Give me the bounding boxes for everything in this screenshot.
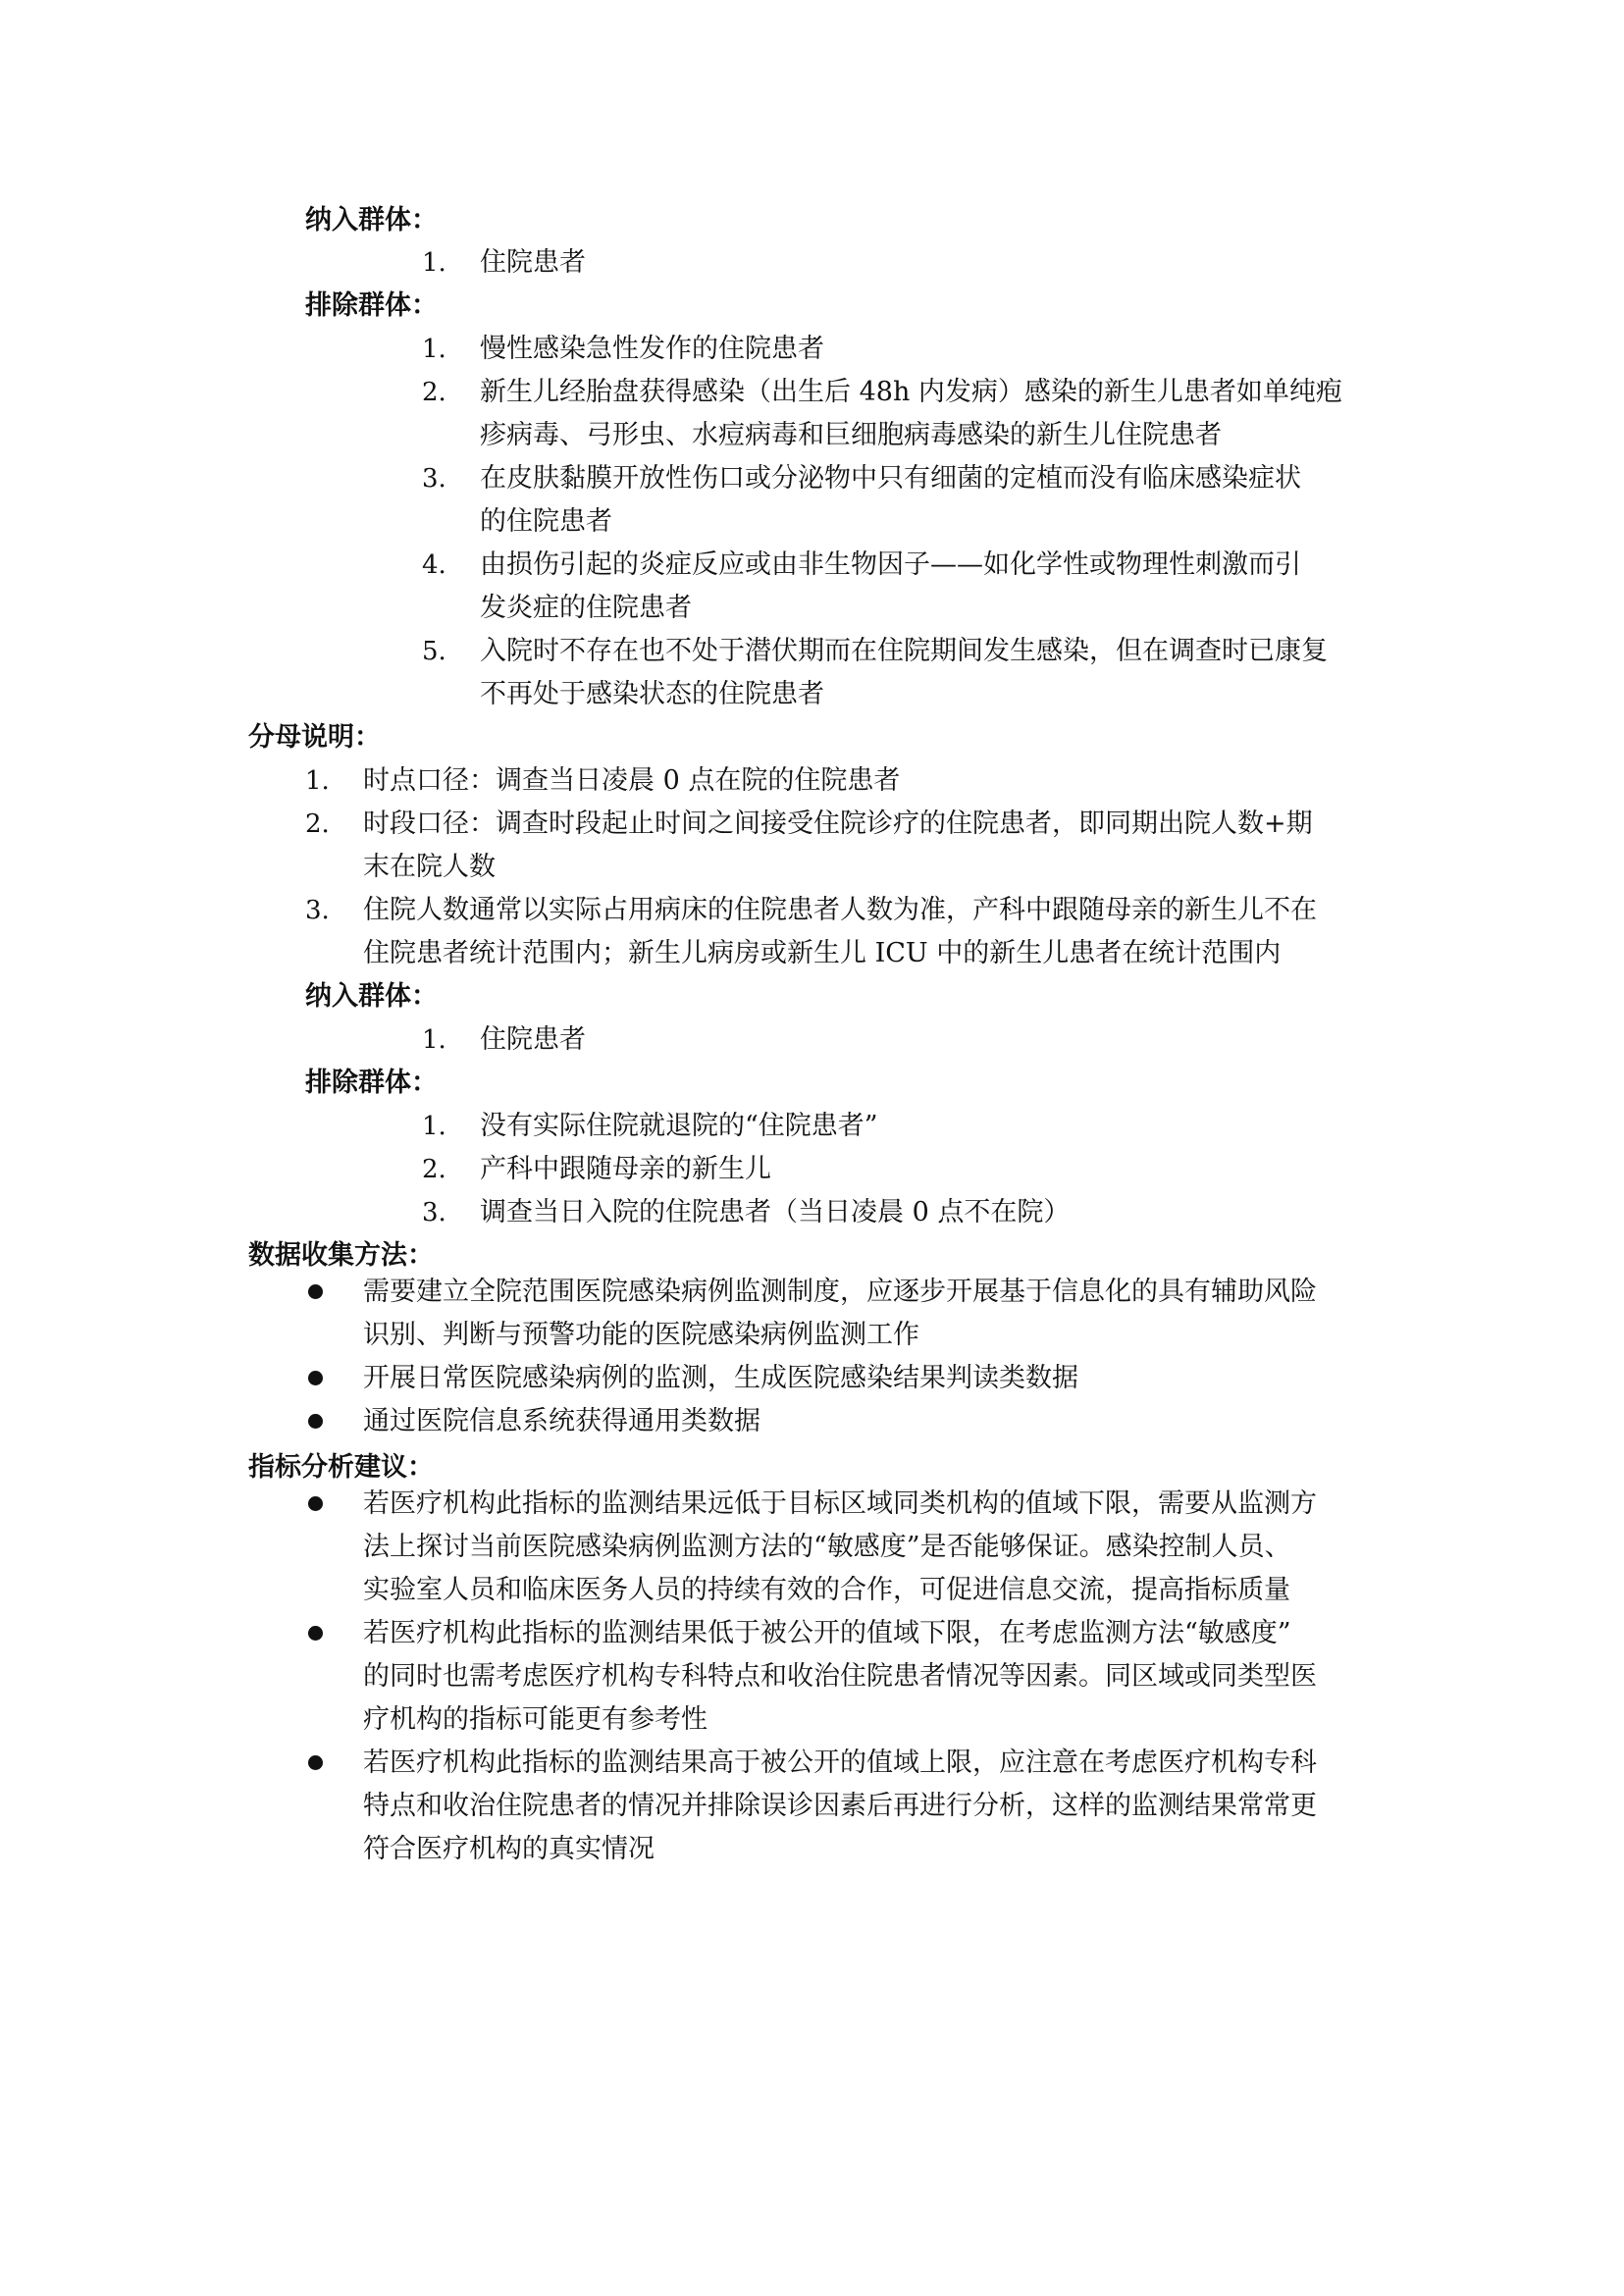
data-collection-heading: 数据收集方法： xyxy=(248,1240,434,1271)
list-item-text: 实验室人员和临床医务人员的持续有效的合作，可促进信息交流，提高指标质量 xyxy=(363,1575,1290,1605)
list-item-text: 入院时不存在也不处于潜伏期而在住院期间发生感染，但在调查时已康复 xyxy=(480,636,1328,666)
list-number: 3. xyxy=(422,464,446,494)
list-item-text: 识别、判断与预警功能的医院感染病例监测工作 xyxy=(363,1320,919,1350)
bullet-icon xyxy=(308,1414,323,1429)
list-item-text: 若医疗机构此指标的监测结果远低于目标区域同类机构的值域下限，需要从监测方 xyxy=(363,1488,1317,1519)
list-item-text: 若医疗机构此指标的监测结果低于被公开的值域下限，在考虑监测方法“敏感度” xyxy=(363,1618,1291,1648)
list-number: 2. xyxy=(422,1155,446,1184)
list-number: 1. xyxy=(422,248,446,278)
list-item-text: 调查当日入院的住院患者（当日凌晨 0 点不在院） xyxy=(480,1197,1071,1227)
exclusion-heading: 排除群体： xyxy=(305,290,438,321)
list-number: 3. xyxy=(422,1198,446,1227)
list-item-text: 末在院人数 xyxy=(363,852,496,882)
list-item-text: 慢性感染急性发作的住院患者 xyxy=(480,334,824,364)
list-item-text: 住院人数通常以实际占用病床的住院患者人数为准，产科中跟随母亲的新生儿不在 xyxy=(363,895,1317,925)
list-item-text: 符合医疗机构的真实情况 xyxy=(363,1834,655,1864)
list-number: 1. xyxy=(422,335,446,364)
list-number: 3. xyxy=(305,896,330,925)
list-item-text: 产科中跟随母亲的新生儿 xyxy=(480,1154,771,1184)
list-item-text: 特点和收治住院患者的情况并排除误诊因素后再进行分析，这样的监测结果常常更 xyxy=(363,1791,1317,1821)
list-item-text: 通过医院信息系统获得通用类数据 xyxy=(363,1406,760,1436)
list-item-text: 的同时也需考虑医疗机构专科特点和收治住院患者情况等因素。同区域或同类型医 xyxy=(363,1661,1317,1692)
list-item-text: 疗机构的指标可能更有参考性 xyxy=(363,1704,707,1735)
bullet-icon xyxy=(308,1755,323,1770)
bullet-icon xyxy=(308,1371,323,1385)
list-item-text: 新生儿经胎盘获得感染（出生后 48h 内发病）感染的新生儿患者如单纯疱 xyxy=(480,377,1342,407)
list-item-text: 时点口径：调查当日凌晨 0 点在院的住院患者 xyxy=(363,765,901,796)
list-item-text: 开展日常医院感染病例的监测，生成医院感染结果判读类数据 xyxy=(363,1363,1078,1393)
inclusion-heading: 纳入群体： xyxy=(305,205,438,235)
list-item-text: 时段口径：调查时段起止时间之间接受住院诊疗的住院患者，即同期出院人数+期 xyxy=(363,809,1313,839)
bullet-icon xyxy=(308,1496,323,1511)
list-number: 5. xyxy=(422,637,446,666)
list-item-text: 没有实际住院就退院的“住院患者” xyxy=(480,1111,878,1141)
bullet-icon xyxy=(308,1284,323,1299)
analysis-heading: 指标分析建议： xyxy=(248,1452,434,1483)
list-item-text: 法上探讨当前医院感染病例监测方法的“敏感度”是否能够保证。感染控制人员、 xyxy=(363,1532,1291,1562)
list-item-text: 的住院患者 xyxy=(480,506,612,537)
list-item-text: 在皮肤黏膜开放性伤口或分泌物中只有细菌的定植而没有临床感染症状 xyxy=(480,463,1301,494)
list-number: 1. xyxy=(422,1112,446,1141)
list-item-text: 发炎症的住院患者 xyxy=(480,593,692,623)
list-number: 4. xyxy=(422,550,446,580)
list-item-text: 不再处于感染状态的住院患者 xyxy=(480,679,824,709)
inclusion-heading: 纳入群体： xyxy=(305,981,438,1012)
list-item-text: 住院患者 xyxy=(480,1024,586,1055)
exclusion-heading: 排除群体： xyxy=(305,1068,438,1098)
list-item-text: 需要建立全院范围医院感染病例监测制度，应逐步开展基于信息化的具有辅助风险 xyxy=(363,1277,1317,1307)
list-number: 1. xyxy=(422,1025,446,1055)
list-number: 2. xyxy=(305,809,330,839)
list-item-text: 疹病毒、弓形虫、水痘病毒和巨细胞病毒感染的新生儿住院患者 xyxy=(480,420,1222,450)
list-item-text: 住院患者统计范围内；新生儿病房或新生儿 ICU 中的新生儿患者在统计范围内 xyxy=(363,938,1282,968)
denominator-heading: 分母说明： xyxy=(248,722,381,753)
list-item-text: 住院患者 xyxy=(480,247,586,278)
bullet-icon xyxy=(308,1626,323,1641)
list-item-text: 由损伤引起的炎症反应或由非生物因子——如化学性或物理性刺激而引 xyxy=(480,549,1301,580)
list-number: 1. xyxy=(305,766,330,796)
list-item-text: 若医疗机构此指标的监测结果高于被公开的值域上限，应注意在考虑医疗机构专科 xyxy=(363,1748,1317,1778)
list-number: 2. xyxy=(422,378,446,407)
